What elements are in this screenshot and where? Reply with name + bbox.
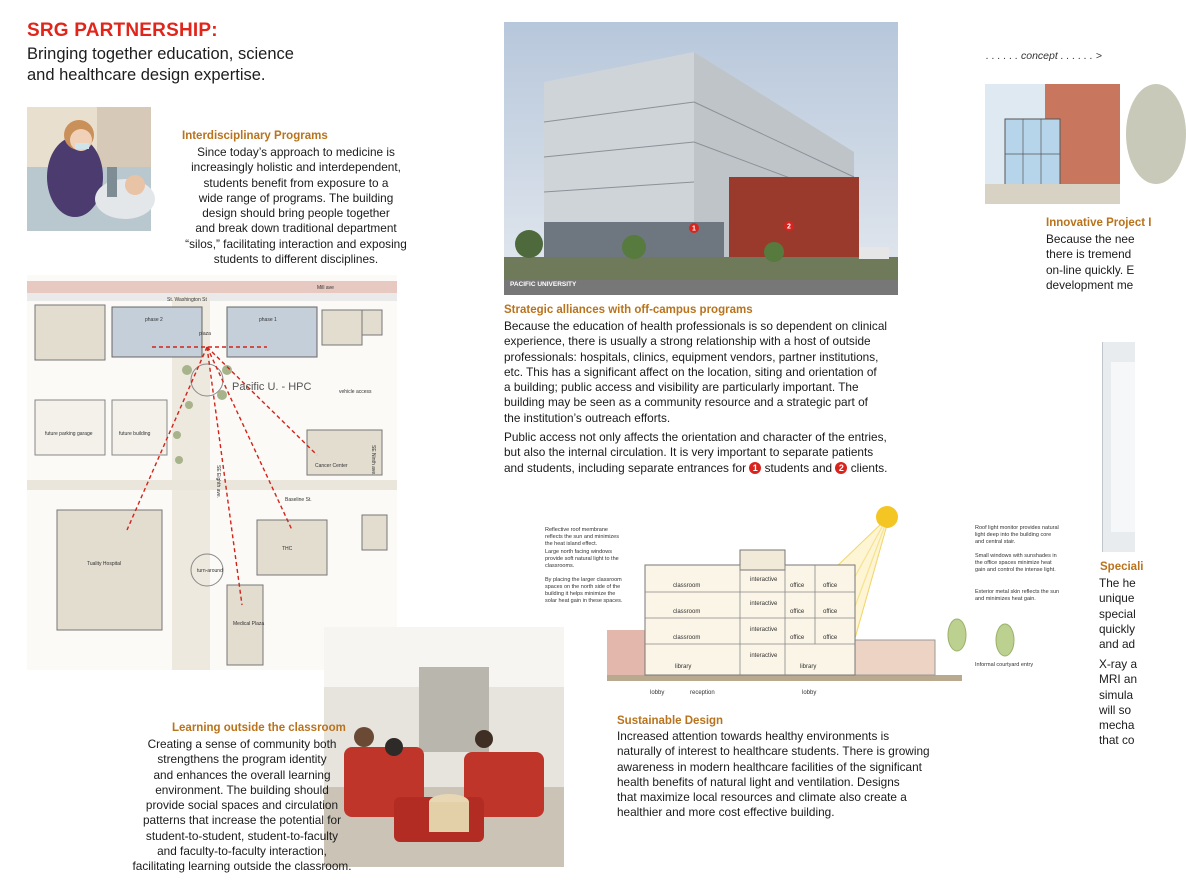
strategic-text: [504, 319, 914, 426]
label-pacific: Pacific U. - HPC: [232, 381, 312, 393]
text-line: simula: [1099, 687, 1134, 702]
text-line: [504, 461, 914, 476]
building-section-diagram: [545, 505, 1075, 710]
room-office: office: [790, 583, 805, 589]
strategic-heading: Strategic alliances with off-campus programs: [504, 304, 753, 316]
text-line: Increased attention towards healthy environments is: [617, 729, 890, 743]
clinic-room-photo: [1102, 342, 1135, 552]
text-fragment: and students, including separate entrances for: [504, 460, 746, 475]
section-note-right-2: Small windows with sunshades in the office spaces minimize heat gain and control the intense light.: [975, 553, 1057, 573]
learning-heading: Learning outside the classroom: [172, 722, 346, 734]
text-line: a building; public access and visibility are particularly important. The: [504, 380, 859, 395]
text-line: provide social spaces and circulation: [145, 798, 339, 813]
text-line: Because the education of health professionals is so dependent on clinical: [504, 319, 888, 333]
text-line: design should bring people together: [202, 206, 390, 221]
label-vehicle: vehicle access: [339, 389, 372, 395]
photo-marker-2: 2: [787, 223, 791, 231]
text-line: special: [1099, 606, 1136, 621]
label-tuality: Tuality Hospital: [87, 561, 121, 567]
text-fragment: clients.: [850, 460, 888, 475]
text-line: The he: [1099, 576, 1136, 590]
text-line: professionals: hospitals, clinics, equipment vendors, partner institutions,: [504, 349, 879, 364]
text-line: facilitating learning outside the classroom.: [132, 859, 352, 874]
public-access-text: [504, 430, 914, 476]
room-office: office: [823, 583, 838, 589]
sustainable-heading: Sustainable Design: [617, 715, 724, 727]
section-note-left-3: By placing the larger classroom spaces on the north side of the building it helps minimize the solar heat gain in these spaces.: [545, 577, 623, 604]
label-baseline: Baseline St.: [285, 497, 312, 503]
room-office: office: [790, 635, 805, 641]
label-se-eighth: SE Eighth ave.: [215, 465, 221, 499]
section-note-courtyard: Informal courtyard entry: [975, 662, 1034, 668]
innovative-text: [1046, 232, 1135, 293]
page-title: SRG PARTNERSHIP:: [27, 20, 218, 41]
text-line: wide range of programs. The building: [198, 190, 394, 205]
subtitle-line-2: and healthcare design expertise.: [27, 66, 266, 84]
text-line: Because the nee: [1046, 232, 1135, 246]
text-line: that maximize local resources and climate also create a: [617, 790, 907, 805]
innovative-heading: Innovative Project I: [1046, 217, 1152, 229]
room-classroom: classroom: [673, 583, 701, 589]
subtitle-line-1: Bringing together education, science: [27, 45, 294, 63]
room-reception: reception: [690, 690, 715, 696]
text-line: Creating a sense of community both: [147, 737, 337, 751]
room-interactive: interactive: [750, 653, 778, 659]
text-line: MRI an: [1099, 672, 1138, 687]
special-heading: Speciali: [1100, 561, 1144, 573]
label-cancer: Cancer Center: [315, 463, 348, 469]
label-future-parking: future parking garage: [45, 431, 93, 437]
photo-caption: PACIFIC UNIVERSITY: [510, 281, 577, 288]
text-line: development me: [1046, 277, 1134, 292]
room-office: office: [823, 635, 838, 641]
section-note-left-1: Reflective roof membrane reflects the sun and minimizes the heat island effect.: [545, 527, 619, 547]
text-line: quickly: [1099, 621, 1136, 636]
building-photo: [504, 22, 898, 295]
section-note-right-3: Exterior metal skin reflects the sun and minimizes heat gain.: [975, 589, 1060, 602]
interdisciplinary-text: [165, 145, 427, 267]
text-line: building may be seen as a community resource and a strategic part of: [504, 395, 868, 410]
text-line: awareness in modern healthcare facilities of the significant: [617, 759, 922, 774]
text-line: but also the internal circulation. It is very important to separate patients: [504, 445, 874, 460]
section-note-right-1: Roof light monitor provides natural light deep into the building core and central stair.: [975, 525, 1059, 545]
concept-label: . . . . . . concept . . . . . . >: [986, 50, 1102, 62]
special-text-2: [1099, 657, 1137, 749]
room-office: office: [823, 609, 838, 615]
text-line: and break down traditional department: [195, 221, 397, 236]
concept-sketch: [985, 84, 1120, 204]
text-line: students to different disciplines.: [213, 252, 379, 267]
text-line: environment. The building should: [155, 782, 329, 797]
text-line: unique: [1099, 591, 1135, 606]
site-plan-sketch: [27, 275, 397, 670]
text-line: increasingly holistic and interdependent,: [191, 160, 401, 175]
text-line: will so: [1099, 702, 1132, 717]
text-line: Since today’s approach to medicine is: [197, 145, 395, 159]
room-interactive: interactive: [750, 601, 778, 607]
room-lobby: lobby: [650, 690, 665, 696]
label-turnaround: turn-around: [197, 568, 223, 574]
label-mill: Mill ave: [317, 285, 334, 291]
cropped-circle-image: [1126, 84, 1186, 184]
text-line: and enhances the overall learning: [153, 767, 331, 782]
room-office: office: [790, 609, 805, 615]
text-line: X-ray a: [1099, 657, 1138, 671]
text-line: the institution’s outreach efforts.: [504, 410, 671, 425]
special-text-1: [1099, 576, 1136, 652]
entrance-marker-1: 1: [749, 462, 761, 474]
text-line: patterns that increase the potential for: [142, 813, 342, 828]
text-line: Public access not only affects the orientation and character of the entries,: [504, 430, 887, 444]
text-line: naturally of interest to healthcare students. There is growing: [617, 744, 930, 759]
text-line: on-line quickly. E: [1046, 262, 1135, 277]
entrance-marker-2: 2: [835, 462, 847, 474]
room-library: library: [675, 664, 692, 670]
text-line: health benefits of natural light and ventilation. Designs: [617, 774, 900, 789]
label-phase-2: phase 2: [145, 317, 163, 323]
photo-marker-1: 1: [692, 225, 696, 233]
room-classroom: classroom: [673, 635, 701, 641]
text-line: that co: [1099, 733, 1135, 748]
page-subtitle: [27, 44, 327, 86]
text-line: students benefit from exposure to a: [203, 175, 389, 190]
label-medical: Medical Plaza: [233, 621, 265, 627]
text-fragment: students and: [764, 460, 833, 475]
text-line: and faculty-to-faculty interaction,: [157, 844, 327, 859]
text-line: strengthens the program identity: [157, 752, 327, 767]
interdisciplinary-heading: Interdisciplinary Programs: [182, 130, 328, 142]
text-line: “silos,” facilitating interaction and exposing: [185, 236, 407, 251]
text-line: mecha: [1099, 718, 1135, 733]
room-library: library: [800, 664, 817, 670]
text-line: etc. This has a significant affect on the location, siting and orientation of: [504, 364, 877, 379]
dental-students-photo: [27, 107, 151, 231]
label-street-top: St. Washington St: [167, 297, 207, 303]
learning-text: [108, 737, 376, 875]
room-interactive: interactive: [750, 627, 778, 633]
text-line: healthier and more cost effective building.: [617, 805, 835, 820]
section-note-left-2: Large north facing windows provide soft natural light to the classrooms.: [545, 549, 619, 569]
label-thc: THC: [282, 546, 293, 552]
label-phase-1: phase 1: [259, 317, 277, 323]
room-interactive: interactive: [750, 577, 778, 583]
text-line: student-to-student, student-to-faculty: [145, 828, 339, 843]
label-se-ninth: SE Ninth ave.: [370, 445, 376, 476]
label-plaza: plaza: [199, 331, 211, 337]
text-line: and ad: [1099, 637, 1136, 652]
room-classroom: classroom: [673, 609, 701, 615]
room-lobby: lobby: [802, 690, 817, 696]
sustainable-text: [617, 729, 957, 821]
label-future-building: future building: [119, 431, 151, 437]
text-line: experience, there is usually a strong relationship with a host of outside: [504, 334, 871, 349]
text-line: there is tremend: [1046, 247, 1132, 262]
